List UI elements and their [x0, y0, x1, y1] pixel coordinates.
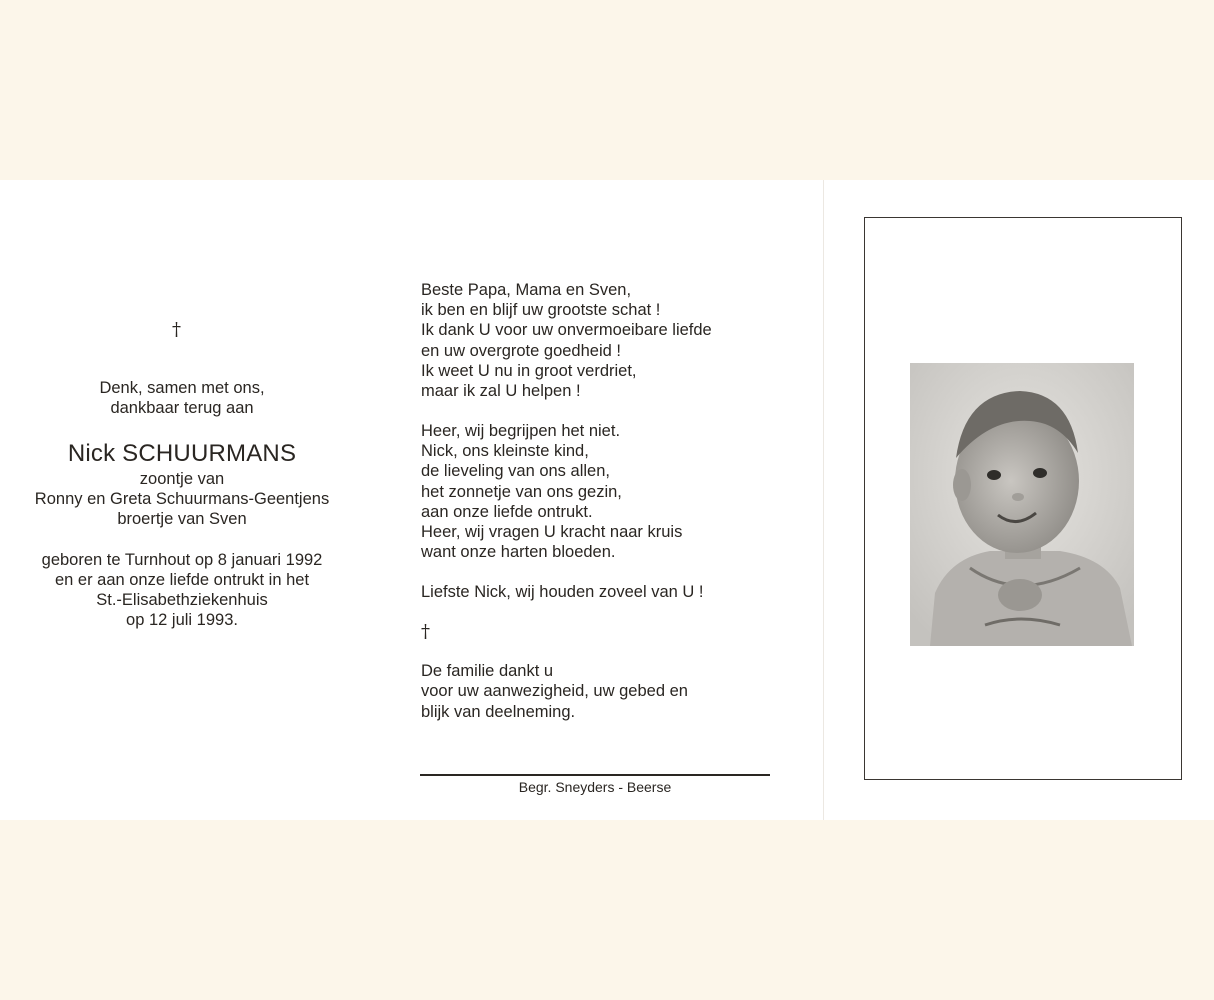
- date-line: en er aan onze liefde ontrukt in het: [54, 571, 310, 589]
- thanks-line: blijk van deelneming.: [421, 702, 576, 721]
- poem-line: Beste Papa, Mama en Sven,: [421, 281, 632, 299]
- cross-icon: †: [421, 621, 430, 643]
- date-line: geboren te Turnhout op 8 januari 1992: [41, 551, 323, 569]
- dates-text: [0, 550, 364, 630]
- date-line: op 12 juli 1993.: [126, 611, 238, 629]
- poem-line: en uw overgrote goedheid !: [421, 341, 621, 360]
- cross-icon: †: [172, 319, 181, 340]
- poem-stanza-3: [421, 582, 801, 602]
- intro-line: Denk, samen met ons,: [99, 379, 265, 397]
- poem-line: ik ben en blijf uw grootste schat !: [421, 301, 661, 320]
- poem-stanza-1: [421, 280, 801, 401]
- poem-line: Liefste Nick, wij houden zoveel van U !: [421, 583, 704, 602]
- child-portrait-illustration: [910, 363, 1134, 646]
- intro-line: dankbaar terug aan: [110, 399, 254, 417]
- memorial-card: [0, 180, 1214, 820]
- printer-credit: Begr. Sneyders - Beerse: [518, 779, 672, 795]
- poem-line: Nick, ons kleinste kind,: [421, 442, 589, 461]
- poem-line: het zonnetje van ons gezin,: [421, 482, 622, 501]
- portrait-photo: [910, 363, 1134, 646]
- date-line: St.-Elisabethziekenhuis: [96, 591, 268, 609]
- relations-text: [0, 469, 364, 529]
- poem-line: Heer, wij begrijpen het niet.: [421, 422, 621, 441]
- relation-line: Ronny en Greta Schuurmans-Geentjens: [34, 490, 330, 508]
- poem-line: maar ik zal U helpen !: [421, 382, 581, 401]
- relation-line: broertje van Sven: [117, 510, 247, 528]
- thanks-text: [421, 661, 801, 722]
- poem-line: Heer, wij vragen U kracht naar kruis: [421, 523, 683, 542]
- poem-line: Ik dank U voor uw onvermoeibare liefde: [421, 321, 712, 340]
- middle-panel: [421, 280, 801, 722]
- card-fold-line: [823, 180, 824, 820]
- poem-line: want onze harten bloeden.: [421, 543, 616, 562]
- deceased-name: Nick SCHUURMANS: [67, 440, 297, 467]
- thanks-line: De familie dankt u: [421, 662, 554, 681]
- poem-line: aan onze liefde ontrukt.: [421, 502, 593, 521]
- photo-frame: [864, 217, 1182, 780]
- poem-line: Ik weet U nu in groot verdriet,: [421, 361, 637, 380]
- relation-line: zoontje van: [139, 470, 225, 488]
- poem-stanza-2: [421, 421, 801, 562]
- left-panel: [0, 180, 364, 820]
- poem-line: de lieveling van ons allen,: [421, 462, 610, 481]
- divider-line: [420, 774, 770, 776]
- thanks-line: voor uw aanwezigheid, uw gebed en: [421, 682, 688, 701]
- intro-text: [0, 378, 364, 418]
